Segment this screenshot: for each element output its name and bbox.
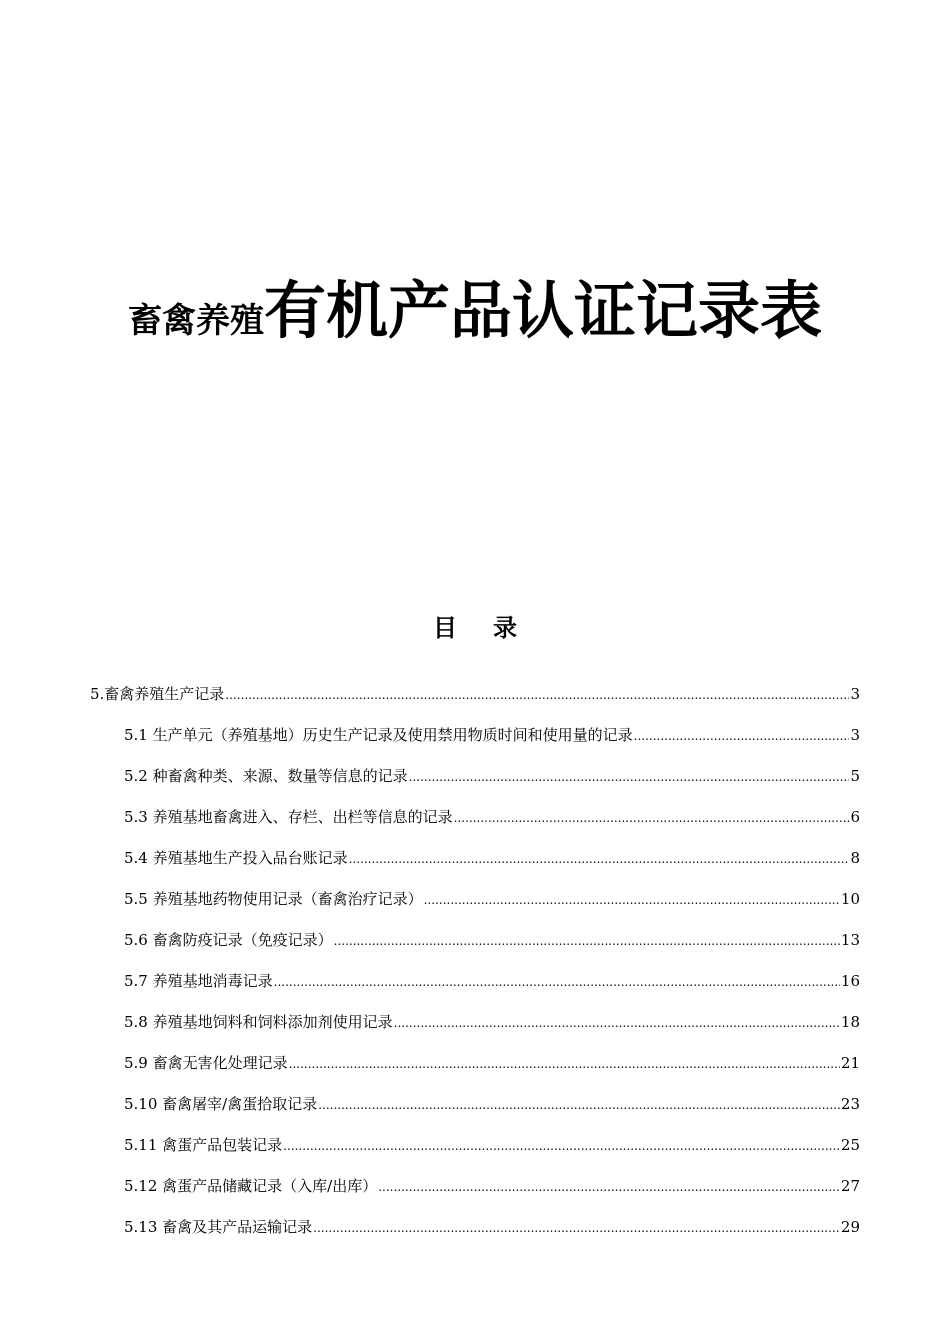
toc-leader-dots bbox=[634, 725, 850, 747]
toc-entry[interactable] bbox=[90, 683, 860, 705]
toc-entry[interactable] bbox=[124, 929, 860, 951]
toc-leader-dots bbox=[394, 1012, 840, 1034]
toc-entry-page: 25 bbox=[840, 1136, 860, 1154]
toc-entry[interactable] bbox=[124, 1093, 860, 1115]
toc-leader-dots bbox=[424, 889, 840, 911]
toc-entry[interactable] bbox=[124, 1052, 860, 1074]
toc-entry-label: 5.10 畜禽屠宰/禽蛋拾取记录 bbox=[124, 1095, 318, 1113]
toc-entry-page: 3 bbox=[850, 685, 860, 703]
toc-heading: 目录 bbox=[433, 614, 553, 642]
document-title-main: 有机产品认证记录表 bbox=[263, 274, 822, 347]
toc-entry-label: 5.9 畜禽无害化处理记录 bbox=[124, 1054, 288, 1072]
toc-entry-label: 5.6 畜禽防疫记录（免疫记录） bbox=[124, 931, 333, 949]
document-title-prefix: 畜禽养殖 bbox=[127, 301, 264, 341]
toc-entry[interactable] bbox=[124, 970, 860, 992]
toc-entry-page: 29 bbox=[840, 1218, 860, 1236]
toc-entry[interactable] bbox=[124, 1011, 860, 1033]
toc-entry-page: 23 bbox=[840, 1095, 860, 1113]
toc-entry-page: 16 bbox=[840, 972, 860, 990]
toc-entry-page: 8 bbox=[850, 849, 860, 867]
toc-entry-label: 5.3 养殖基地畜禽进入、存栏、出栏等信息的记录 bbox=[124, 808, 453, 826]
toc-leader-dots bbox=[318, 1094, 840, 1116]
toc-entry-page: 27 bbox=[840, 1177, 860, 1195]
toc-leader-dots bbox=[378, 1176, 840, 1198]
toc-leader-dots bbox=[349, 848, 850, 870]
toc-entry[interactable] bbox=[124, 1175, 860, 1197]
toc-entry-label: 5.1 生产单元（养殖基地）历史生产记录及使用禁用物质时间和使用量的记录 bbox=[124, 726, 633, 744]
toc-entry-label: 5.13 畜禽及其产品运输记录 bbox=[124, 1218, 313, 1236]
toc-leader-dots bbox=[283, 1135, 840, 1157]
toc-entry-page: 10 bbox=[840, 890, 860, 908]
toc-entry-label: 5.7 养殖基地消毒记录 bbox=[124, 972, 273, 990]
toc-leader-dots bbox=[274, 971, 840, 993]
toc-entry[interactable] bbox=[124, 724, 860, 746]
toc-entry-page: 5 bbox=[850, 767, 860, 785]
toc-leader-dots bbox=[289, 1053, 840, 1075]
toc-leader-dots bbox=[409, 766, 850, 788]
toc-entry-label: 5.畜禽养殖生产记录 bbox=[90, 685, 225, 703]
toc-leader-dots bbox=[454, 807, 850, 829]
toc-entry[interactable] bbox=[124, 847, 860, 869]
toc-entry-label: 5.4 养殖基地生产投入品台账记录 bbox=[124, 849, 348, 867]
toc-leader-dots bbox=[334, 930, 840, 952]
toc-leader-dots bbox=[313, 1217, 840, 1239]
toc-entry-page: 6 bbox=[850, 808, 860, 826]
toc-leader-dots bbox=[225, 684, 849, 706]
toc-entry-label: 5.11 禽蛋产品包装记录 bbox=[124, 1136, 283, 1154]
toc-entry[interactable] bbox=[124, 806, 860, 828]
toc-entry-page: 13 bbox=[840, 931, 860, 949]
toc-entry-label: 5.5 养殖基地药物使用记录（畜禽治疗记录） bbox=[124, 890, 423, 908]
toc-entry[interactable] bbox=[124, 888, 860, 910]
toc-entry[interactable] bbox=[124, 765, 860, 787]
document-title bbox=[0, 274, 950, 347]
toc-entry-page: 18 bbox=[840, 1013, 860, 1031]
toc-entry[interactable] bbox=[124, 1216, 860, 1238]
toc-entry-label: 5.12 禽蛋产品储藏记录（入库/出库） bbox=[124, 1177, 378, 1195]
toc-entry-label: 5.2 种畜禽种类、来源、数量等信息的记录 bbox=[124, 767, 408, 785]
toc-entry-page: 3 bbox=[850, 726, 860, 744]
toc-entry[interactable] bbox=[124, 1134, 860, 1156]
toc-entry-label: 5.8 养殖基地饲料和饲料添加剂使用记录 bbox=[124, 1013, 393, 1031]
toc-entry-page: 21 bbox=[840, 1054, 860, 1072]
